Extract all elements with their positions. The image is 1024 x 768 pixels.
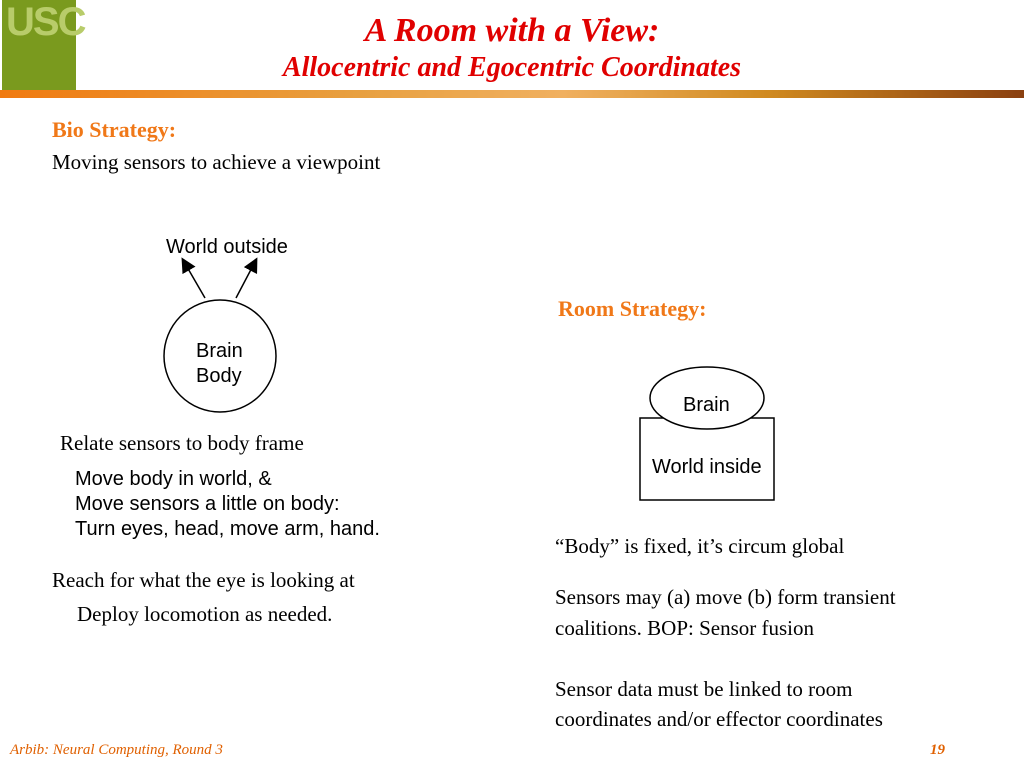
move-line-3: Turn eyes, head, move arm, hand.	[75, 518, 380, 540]
sensors-line-1: Sensors may (a) move (b) form transient	[555, 585, 896, 609]
relate-sensors-text: Relate sensors to body frame	[60, 431, 304, 455]
sensors-line-2: coalitions. BOP: Sensor fusion	[555, 616, 815, 640]
bio-diagram	[164, 236, 288, 412]
data-line-1: Sensor data must be linked to room	[555, 677, 853, 701]
body-fixed-text: “Body” is fixed, it’s circum global	[555, 534, 845, 558]
bio-arrow-left	[183, 260, 205, 298]
slide-title: A Room with a View:	[364, 12, 660, 49]
bio-strategy-subheading: Moving sensors to achieve a viewpoint	[52, 150, 381, 174]
move-line-1: Move body in world, &	[75, 468, 272, 490]
bio-strategy-heading: Bio Strategy:	[52, 117, 177, 142]
circle-body-label: Body	[196, 365, 242, 387]
room-strategy-heading: Room Strategy:	[558, 296, 707, 321]
circle-brain-label: Brain	[196, 340, 243, 362]
world-inside-label: World inside	[652, 456, 762, 478]
deploy-text: Deploy locomotion as needed.	[77, 602, 333, 626]
data-line-2: coordinates and/or effector coordinates	[555, 707, 883, 731]
reach-text: Reach for what the eye is looking at	[52, 568, 355, 592]
room-brain-label: Brain	[683, 394, 730, 416]
logo-text: USC	[6, 0, 85, 44]
slide-subtitle: Allocentric and Egocentric Coordinates	[282, 52, 742, 83]
page-number: 19	[930, 742, 945, 758]
room-diagram	[640, 367, 774, 500]
world-outside-label: World outside	[166, 236, 288, 258]
move-line-2: Move sensors a little on body:	[75, 493, 340, 515]
bio-arrow-right	[236, 260, 256, 298]
footer-author: Arbib: Neural Computing, Round 3	[10, 742, 223, 758]
